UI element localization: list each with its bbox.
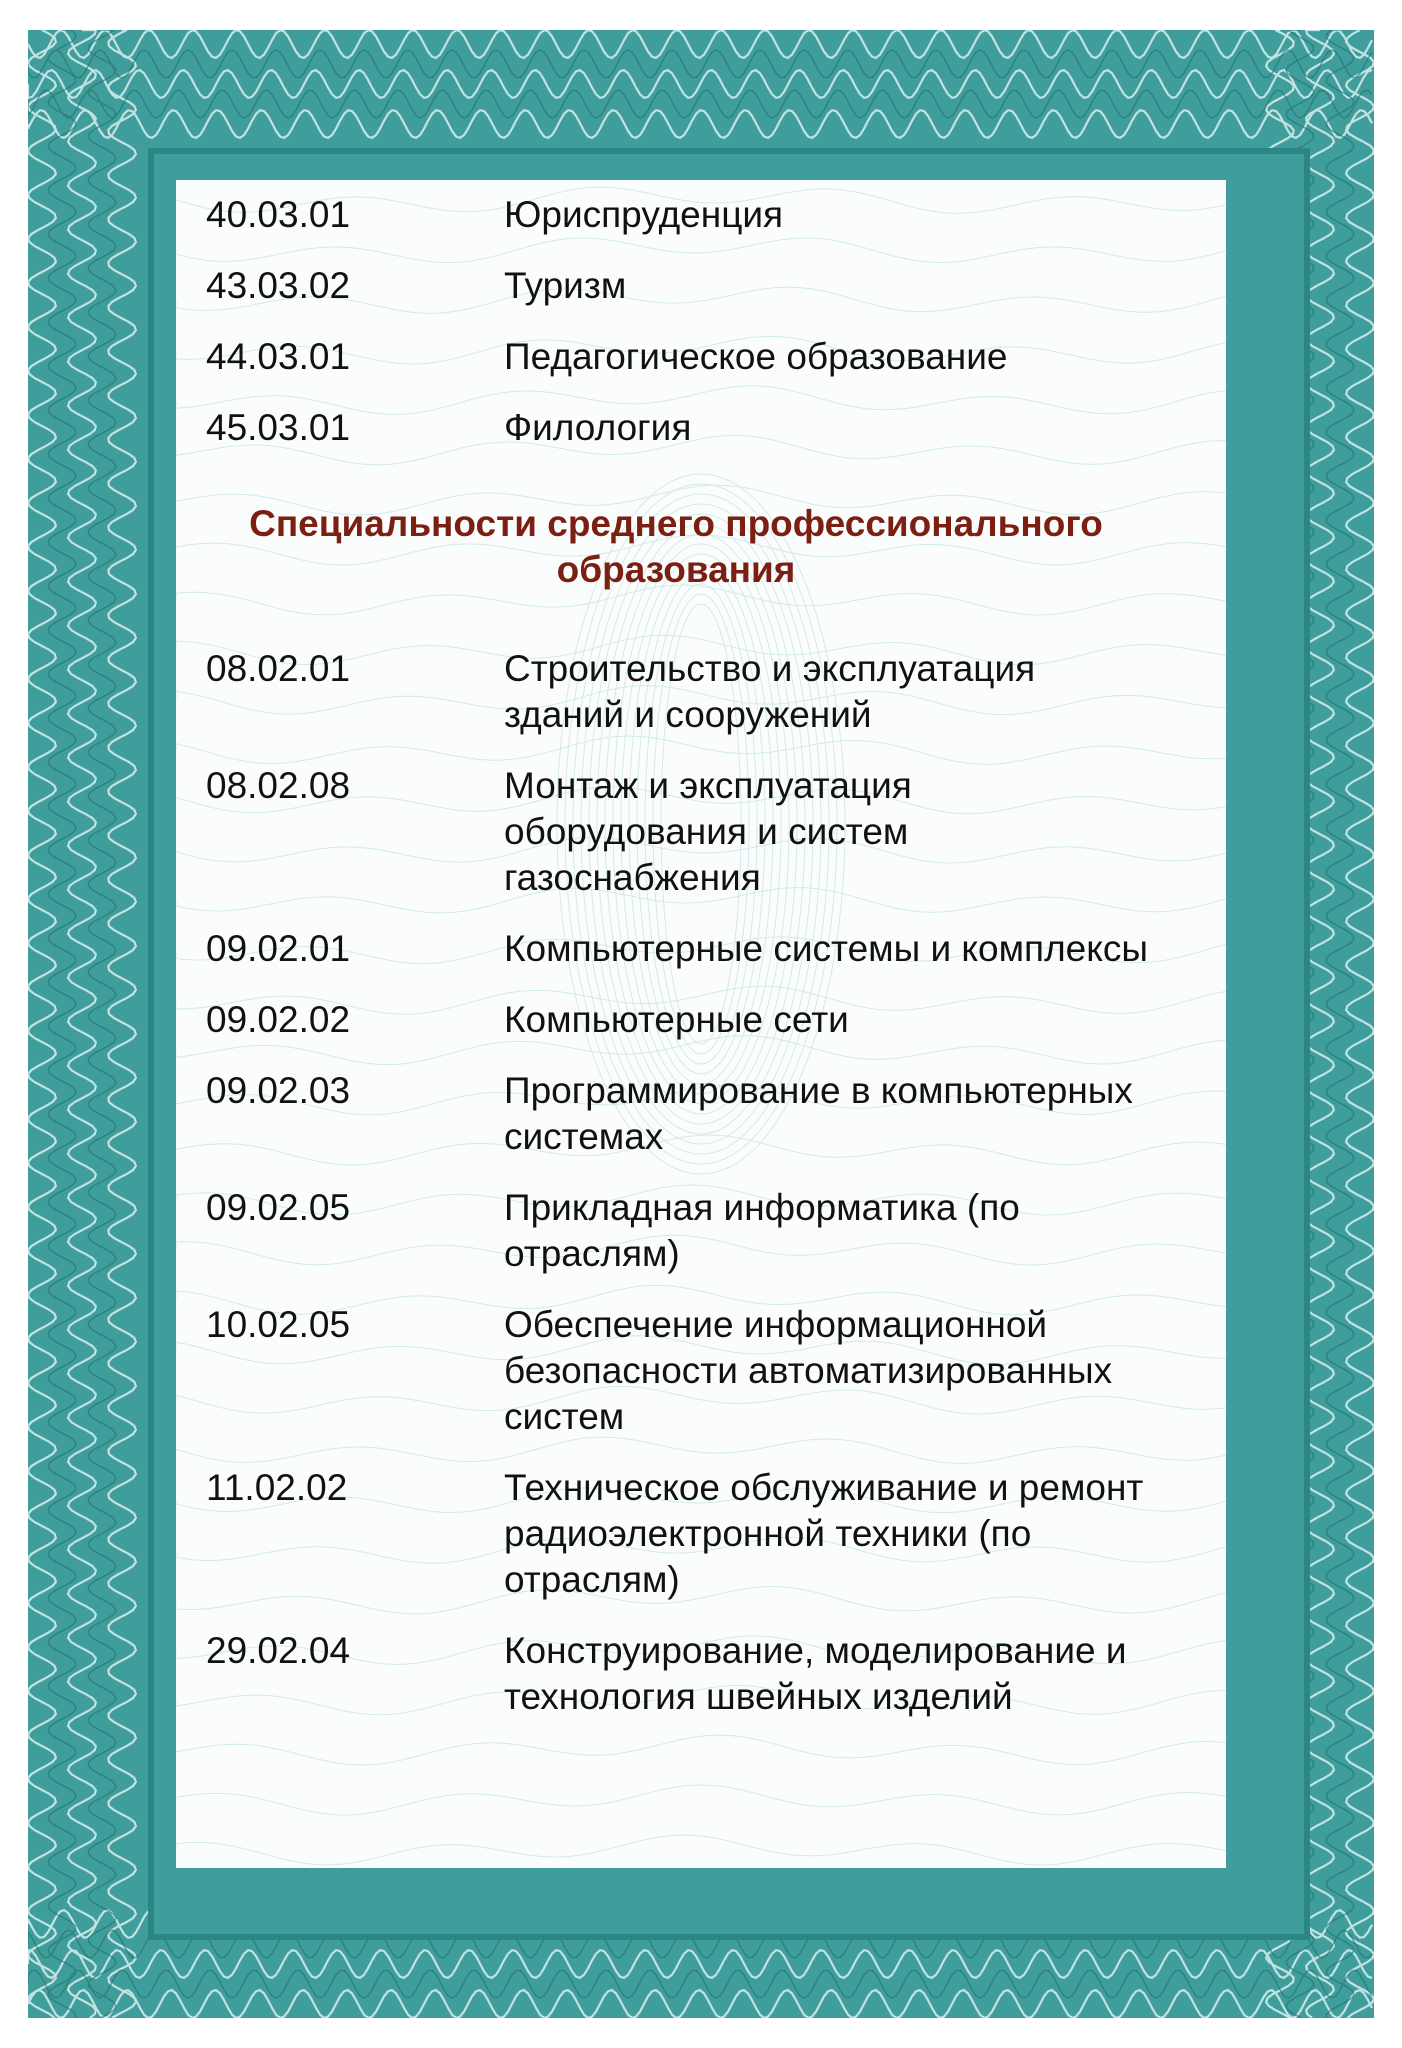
specialty-code: 10.02.05 [206,1304,351,1345]
spo-section-heading [206,501,1146,593]
specialty-row [206,1185,1206,1277]
specialty-title-line: оборудования и систем [504,811,909,852]
specialty-row [206,263,1206,309]
specialty-code: 09.02.02 [206,999,351,1040]
specialty-title [504,1628,1194,1720]
specialty-title-line: Конструирование, моделирование и [504,1630,1127,1671]
specialty-title-line: безопасности автоматизированных [504,1350,1113,1391]
specialty-code: 43.03.02 [206,265,351,306]
specialty-code: 44.03.01 [206,336,351,377]
specialty-title [504,646,1194,738]
specialty-title: Туризм [504,265,627,306]
specialty-title-line: радиоэлектронной техники (по [504,1513,1032,1554]
specialty-row [206,1302,1206,1440]
spo-heading-line-1: Специальности среднего профессионального [249,503,1103,544]
specialty-title [504,763,1194,901]
specialty-title-line: отраслям) [504,1559,680,1600]
specialty-code: 11.02.02 [206,1467,348,1508]
specialty-title [504,926,1194,972]
specialty-title-line: Обеспечение информационной [504,1304,1048,1345]
specialty-title-line: отраслям) [504,1233,680,1274]
specialty-title-line: Строительство и эксплуатация [504,648,1036,689]
specialty-title: Филология [504,407,692,448]
specialty-title [504,1068,1194,1160]
specialty-row [206,763,1206,901]
specialty-row [206,646,1206,738]
specialty-title-line: системах [504,1116,664,1157]
specialty-title-line: Прикладная информатика (по [504,1187,1020,1228]
specialty-title [504,1185,1194,1277]
specialty-title-line: Техническое обслуживание и ремонт [504,1467,1144,1508]
specialty-title-line: Компьютерные системы и комплексы [504,928,1148,969]
specialty-title [504,1465,1194,1603]
specialty-title: Юриспруденция [504,194,784,235]
specialty-row [206,1068,1206,1160]
specialty-row [206,1628,1206,1720]
specialty-title-line: Монтаж и эксплуатация [504,765,912,806]
document-content [206,192,1206,1745]
specialty-row [206,405,1206,451]
spo-heading-line-2: образования [556,549,796,590]
specialty-row [206,1465,1206,1603]
specialty-title-line: Программирование в компьютерных [504,1070,1133,1111]
bachelor-specialties-list [206,192,1206,451]
specialty-code: 09.02.03 [206,1070,351,1111]
specialty-code: 08.02.01 [206,648,351,689]
specialty-title [504,1302,1194,1440]
specialty-title-line: зданий и сооружений [504,694,872,735]
specialty-row [206,334,1206,380]
specialty-title: Педагогическое образование [504,336,1008,377]
specialty-title-line: Компьютерные сети [504,999,849,1040]
specialty-title-line: газоснабжения [504,857,761,898]
specialty-row [206,192,1206,238]
specialty-code: 45.03.01 [206,407,351,448]
document-sheet [176,180,1226,1868]
specialty-code: 40.03.01 [206,194,351,235]
spo-specialties-list [206,646,1206,1720]
specialty-code: 08.02.08 [206,765,351,806]
specialty-code: 09.02.01 [206,928,351,969]
specialty-title-line: систем [504,1396,625,1437]
specialty-title-line: технология швейных изделий [504,1676,1013,1717]
specialty-row [206,997,1206,1043]
specialty-code: 09.02.05 [206,1187,351,1228]
specialty-title [504,997,1194,1043]
specialty-row [206,926,1206,972]
specialty-code: 29.02.04 [206,1630,351,1671]
